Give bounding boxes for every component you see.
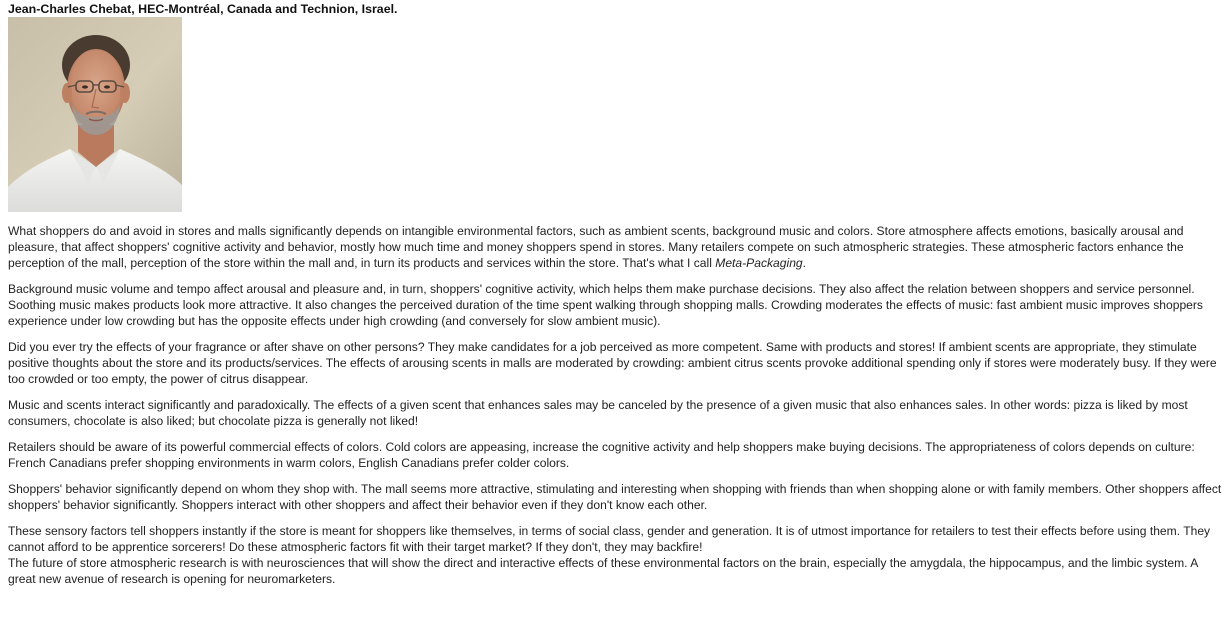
paragraph-colors: Retailers should be aware of its powerful commercial effects of colors. Cold colors are appeasing, increase the cognitive activity and help shoppers make buying decisions. The appropriateness of colors depends on culture: French Canadians prefer shopping environments in warm colors, English Canadians prefer colder colors.	[8, 440, 1195, 470]
meta-packaging-term: Meta-Packaging	[715, 256, 803, 270]
paragraph-social: Shoppers' behavior significantly depend on whom they shop with. The mall seems more attractive, stimulating and interesting when shopping with friends than when shopping alone or with family members. Other shoppers affect shoppers' behavior significantly. Shoppers interact with other shoppers and affect their behavior even if they don't know each other.	[8, 482, 1222, 512]
author-line: Jean-Charles Chebat, HEC-Montréal, Canada and Technion, Israel.	[8, 2, 398, 16]
paragraph-atmosphere-text: What shoppers do and avoid in stores and malls significantly depends on intangible environmental factors, such as ambient scents, background music and colors. Store atmosphere affects emotions, basically arousal and pleasure, that affect shoppers' cognitive activity and behavior, mostly how much time and money shoppers spend in stores. Many retailers compete on such atmospheric strategies. These atmospheric factors enhance the perception of the mall, perception of the store within the mall and, in turn its products and services within the store. That's what I call	[8, 224, 1184, 270]
paragraph-future-text: The future of store atmospheric research is with neurosciences that will show the direct and interactive effects of these environmental factors on the brain, especially the amygdala, the hippocampus, and the limbic system. A great new avenue of research is opening for neuromarketers.	[8, 556, 1198, 586]
paragraph-scents: Did you ever try the effects of your fragrance or after shave on other persons? They make candidates for a job perceived as more competent. Same with products and stores! If ambient scents are appropriate, they stimulate positive thoughts about the store and its products/services. The effects of arousing scents in malls are moderated by crowding: ambient citrus scents provoke additional spending only if stores were moderately busy. If they were too crowded or too empty, the power of citrus disappear.	[8, 340, 1217, 386]
paragraph-music-scents: Music and scents interact significantly and paradoxically. The effects of a given scent that enhances sales may be canceled by the presence of a given music that also enhances sales. In other words: pizza is liked by most consumers, chocolate is also liked; but chocolate pizza is generally not liked!	[8, 398, 1188, 428]
paragraph-atmosphere-end: .	[802, 256, 807, 270]
paragraph-music: Background music volume and tempo affect arousal and pleasure and, in turn, shoppers' cognitive activity, which helps them make purchase decisions. They also affect the relation between shoppers and service personnel. Soothing music makes products look more attractive. It also changes the perceived duration of the time spent walking through shopping malls. Crowding moderates the effects of music: fast ambient music improves shoppers experience under low crowding but has the opposite effects under high crowding (and conversely for slow ambient music).	[8, 282, 1203, 328]
paragraph-atmosphere	[8, 223, 1226, 271]
paragraph-sensory	[8, 523, 1226, 587]
paragraph-sensory-text: These sensory factors tell shoppers instantly if the store is meant for shoppers like themselves, in terms of social class, gender and generation. It is of utmost importance for retailers to test their effects before using them. They cannot afford to be apprentice sorcerers! Do these atmospheric factors fit with their target market? If they don't, they may backfire!	[8, 524, 1211, 554]
author-portrait	[8, 17, 182, 212]
